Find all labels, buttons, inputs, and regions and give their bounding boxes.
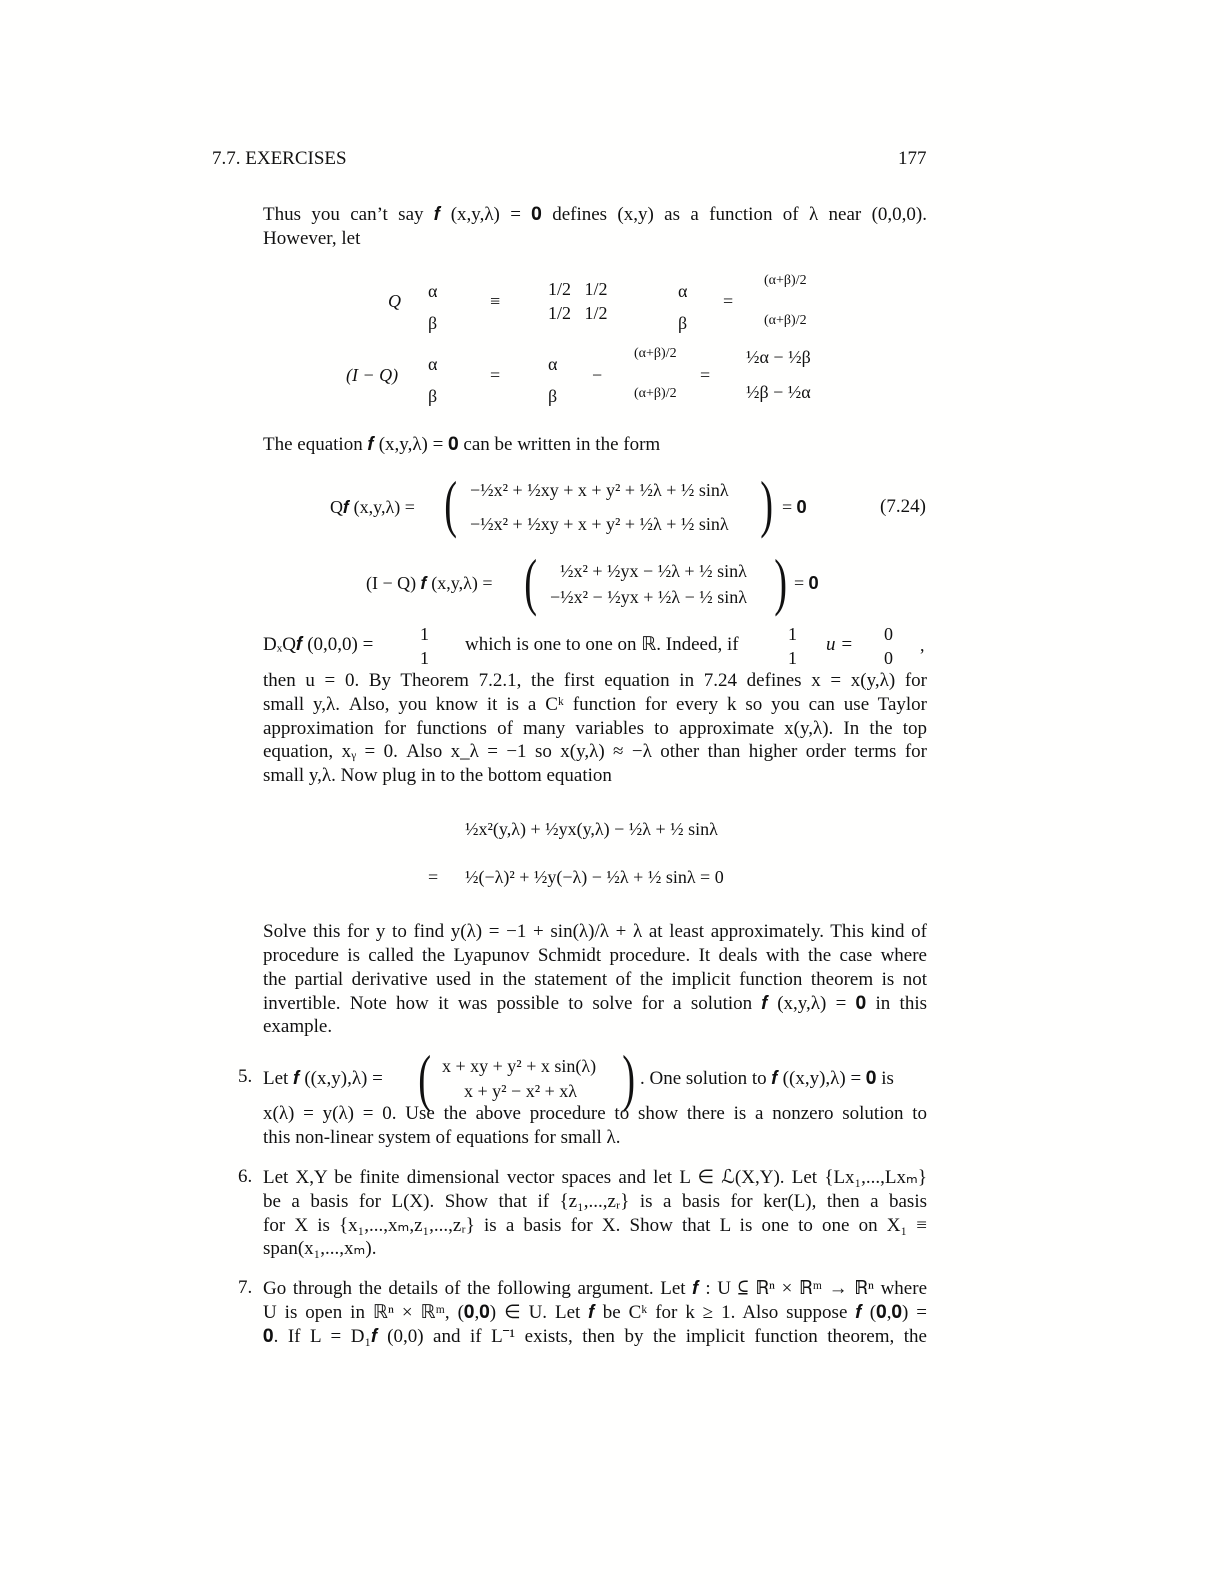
paragraph-line: small y,λ. Now plug in to the bottom equation	[263, 765, 612, 786]
paragraph-line: invertible. Note how it was possible to solve for a solution 𝒇 (x,y,λ) = 𝟎 in this	[263, 993, 927, 1014]
paragraph-line: Solve this for y to find y(λ) = −1 + sin(λ)/λ + λ at least approximately. This kind of	[263, 921, 927, 942]
page-number: 177	[898, 148, 927, 169]
relation: ≡	[490, 291, 501, 311]
matrix-row: 1/2 1/2	[548, 303, 608, 323]
vector: 1 1	[788, 624, 797, 668]
paragraph-line: small y,λ. Also, you know it is a Cᵏ function for every k so you can use Taylor	[263, 694, 927, 715]
eq-lhs: Q	[388, 291, 401, 311]
paragraph-line: be a basis for L(X). Show that if {z₁,...,zᵣ} is a basis for ker(L), then a basis	[263, 1191, 927, 1212]
paragraph-line: Thus you can’t say 𝒇 (x,y,λ) = 𝟎 defines (x,y) as a function of λ near (0,0,0).	[263, 204, 927, 225]
eq-rhs: = 𝟎	[794, 573, 819, 593]
eq-row: −½x² − ½yx + ½λ − ½ sinλ	[550, 587, 747, 607]
item-number: 6.	[238, 1166, 253, 1187]
matrix-row: ½β − ½α	[746, 382, 811, 402]
eq-lhs: (I − Q)	[346, 365, 399, 385]
paragraph-line: then u = 0. By Theorem 7.2.1, the first equation in 7.24 defines x = x(y,λ) for	[263, 670, 927, 691]
paragraph-line: x(λ) = y(λ) = 0. Use the above procedure to show there is a nonzero solution to	[263, 1103, 927, 1124]
matrix-row: (α+β)/2	[634, 386, 677, 401]
eq-row: x + y² − x² + xλ	[464, 1081, 577, 1101]
text: . One solution to 𝒇 ((x,y),λ) = 𝟎 is	[640, 1068, 894, 1089]
paragraph-line: approximation for functions of many variables to approximate x(y,λ). In the top	[263, 718, 927, 739]
text: ,	[920, 635, 925, 655]
eq-lhs: DₓQ𝒇 (0,0,0) =	[263, 634, 374, 655]
paragraph-line: for X is {x₁,...,xₘ,z₁,...,zᵣ} is a basis for X. Show that L is one to one on X₁ ≡	[263, 1215, 927, 1236]
matrix-row: 1/2 1/2	[548, 279, 608, 299]
paragraph-line: the partial derivative used in the statement of the implicit function theorem is not	[263, 969, 927, 990]
eq-lhs: Q𝒇 (x,y,λ) =	[330, 497, 415, 517]
relation: =	[490, 365, 501, 385]
eq-row: −½x² + ½xy + x + y² + ½λ + ½ sinλ	[470, 514, 729, 534]
paragraph-line: The equation 𝒇 (x,y,λ) = 𝟎 can be written in the form	[263, 434, 661, 455]
vector: 1 1	[420, 624, 429, 668]
paragraph-line: U is open in ℝⁿ × ℝᵐ, (𝟎,𝟎) ∈ U. Let 𝒇 be Cᵏ for k ≥ 1. Also suppose 𝒇 (𝟎,𝟎) =	[263, 1302, 927, 1323]
paragraph-line: example.	[263, 1016, 333, 1037]
item-number: 5.	[238, 1066, 253, 1087]
vector: α β	[678, 281, 688, 333]
text: Let 𝒇 ((x,y),λ) =	[263, 1068, 383, 1089]
matrix-row: (α+β)/2	[764, 313, 807, 328]
paragraph-line: span(x₁,...,xₘ).	[263, 1238, 377, 1259]
paragraph-line: equation, xᵧ = 0. Also x_λ = −1 so x(y,λ) ≈ −λ other than higher order terms for	[263, 741, 927, 762]
paragraph-line: 𝟎. If L = D₁𝒇 (0,0) and if L⁻¹ exists, then by the implicit function theorem, the	[263, 1326, 927, 1347]
matrix-row: (α+β)/2	[764, 273, 807, 288]
eq-lhs: (I − Q) 𝒇 (x,y,λ) =	[366, 573, 493, 593]
paragraph-line: procedure is called the Lyapunov Schmidt procedure. It deals with the case where	[263, 945, 927, 966]
eq-row: ½x² + ½yx − ½λ + ½ sinλ	[560, 561, 747, 581]
matrix-row: (α+β)/2	[634, 346, 677, 361]
relation: =	[428, 867, 439, 887]
eq-row: −½x² + ½xy + x + y² + ½λ + ½ sinλ	[470, 480, 729, 500]
section-header: 7.7. EXERCISES	[212, 148, 347, 169]
item-number: 7.	[238, 1277, 253, 1298]
paragraph-line: However, let	[263, 228, 361, 249]
equation-number: (7.24)	[880, 496, 926, 517]
eq-row: x + xy + y² + x sin(λ)	[442, 1056, 597, 1076]
eq-row: ½x²(y,λ) + ½yx(y,λ) − ½λ + ½ sinλ	[465, 819, 718, 839]
vector: α β	[428, 281, 438, 333]
text: u =	[826, 634, 854, 655]
vector: α β	[428, 354, 438, 406]
vector: α β	[548, 354, 558, 406]
eq-rhs: = 𝟎	[782, 497, 807, 517]
matrix-row: ½α − ½β	[746, 347, 811, 367]
paragraph-line: Go through the details of the following argument. Let 𝒇 : U ⊆ ℝⁿ × ℝᵐ → ℝⁿ where	[263, 1278, 927, 1299]
text: which is one to one on ℝ. Indeed, if	[465, 634, 739, 655]
paragraph-line: Let X,Y be finite dimensional vector spaces and let L ∈ ℒ(X,Y). Let {Lx₁,...,Lxₘ}	[263, 1167, 927, 1188]
paragraph-line: this non-linear system of equations for small λ.	[263, 1127, 621, 1148]
vector: 0 0	[884, 624, 893, 668]
eq-row: ½(−λ)² + ½y(−λ) − ½λ + ½ sinλ = 0	[465, 867, 724, 887]
